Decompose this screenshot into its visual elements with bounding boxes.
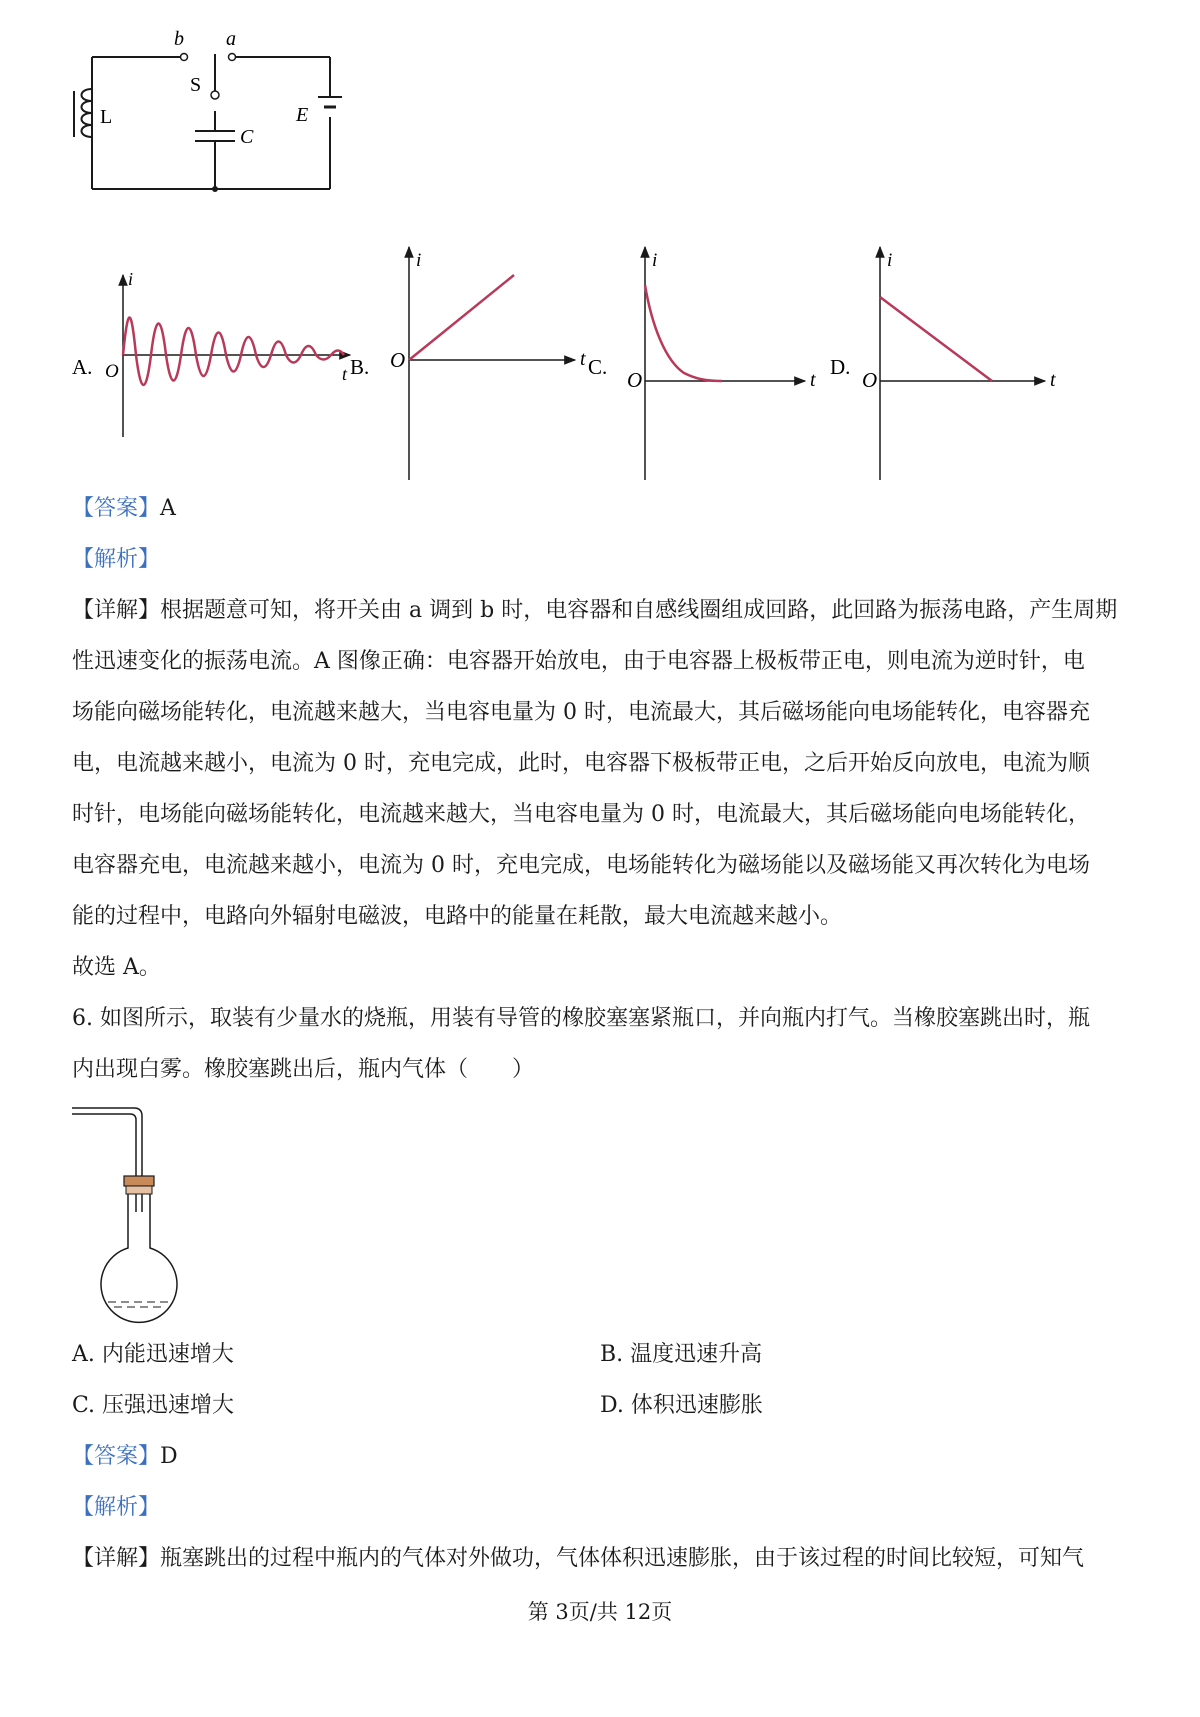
q5-detail-label: 【详解】	[72, 598, 161, 623]
q5-conclusion: 故选 A。	[72, 955, 161, 980]
graph-c	[588, 247, 816, 480]
graph-b-origin: O	[390, 348, 406, 372]
q5-detail-line-2: 性迅速变化的振荡电流。A 图像正确：电容器开始放电，由于电容器上极板带正电，则电流为逆时针，电	[72, 649, 1085, 674]
graph-d-origin: O	[862, 368, 878, 392]
graph-c-decay-curve	[645, 285, 722, 381]
option-graphs	[60, 245, 1120, 485]
graph-c-origin: O	[627, 368, 643, 392]
q6-option-a: A. 内能迅速增大	[72, 1342, 234, 1367]
graph-c-y-label: i	[652, 250, 658, 271]
label-inductor-l: L	[100, 106, 113, 128]
graph-c-x-label: t	[810, 369, 816, 391]
junction-dot	[212, 186, 218, 192]
q6-answer-value: D	[160, 1444, 178, 1469]
graph-a-option-label: A.	[72, 355, 93, 379]
q6-detail-line	[72, 1544, 1084, 1574]
label-switch-s: S	[190, 74, 202, 96]
water-surface	[108, 1302, 168, 1307]
graph-c-option-label: C.	[588, 355, 608, 379]
graph-d-linear-decrease-curve	[880, 297, 992, 381]
q5-detail-line-4: 电，电流越来越小，电流为 0 时，充电完成，此时，电容器下极板带正电，之后开始反向放电，电流为顺	[72, 751, 1090, 776]
switch-pivot	[211, 91, 219, 99]
q6-stem-line-2: 内出现白雾。橡胶塞跳出后，瓶内气体（ ）	[72, 1057, 535, 1082]
label-capacitor-c: C	[240, 126, 254, 148]
graph-d-x-label: t	[1050, 369, 1056, 391]
q6-answer-line	[72, 1442, 178, 1472]
inductor-symbol	[74, 89, 92, 137]
q6-analysis-label: 【解析】	[72, 1495, 161, 1520]
flask-body	[101, 1194, 177, 1322]
terminal-b	[181, 54, 188, 61]
q5-detail-line-5: 时针，电场能向磁场能转化，电流越来越大，当电容电量为 0 时，电流最大，其后磁场能向电场能转化，	[72, 802, 1090, 827]
label-battery-e: E	[296, 104, 309, 126]
graph-a	[72, 269, 350, 437]
q6-option-c: C. 压强迅速增大	[72, 1393, 235, 1418]
graph-d-option-label: D.	[830, 355, 851, 379]
q5-answer-line	[72, 494, 176, 524]
q5-detail-text-1: 根据题意可知，将开关由 a 调到 b 时，电容器和自感线圈组成回路，此回路为振荡电路，产生周期	[160, 598, 1118, 623]
q5-detail-line-6: 电容器充电，电流越来越小，电流为 0 时，充电完成，电场能转化为磁场能以及磁场能又再次转化为电场	[72, 853, 1090, 878]
terminal-a	[229, 54, 236, 61]
q5-analysis-label: 【解析】	[72, 547, 161, 572]
graph-a-y-label: i	[128, 269, 134, 289]
q5-answer-label: 【答案】	[72, 496, 161, 521]
flask-diagram	[66, 1102, 196, 1330]
q5-answer-value: A	[160, 496, 176, 521]
label-b: b	[174, 28, 184, 50]
q6-stem-line-1: 6. 如图所示，取装有少量水的烧瓶，用装有导管的橡胶塞塞紧瓶口，并向瓶内打气。当橡胶塞跳出时，瓶	[72, 1006, 1090, 1031]
graph-b	[350, 247, 586, 480]
rubber-stopper	[124, 1176, 154, 1186]
page-footer: 第 3页/共 12页	[527, 1600, 673, 1624]
label-a: a	[226, 28, 236, 50]
q6-answer-label: 【答案】	[72, 1444, 161, 1469]
q5-detail-line-7: 能的过程中，电路向外辐射电磁波，电路中的能量在耗散，最大电流越来越小。	[72, 904, 843, 929]
q6-detail-text: 瓶塞跳出的过程中瓶内的气体对外做功，气体体积迅速膨胀，由于该过程的时间比较短，可知气	[160, 1546, 1085, 1571]
graph-d	[830, 247, 1056, 480]
graph-b-y-label: i	[416, 250, 422, 271]
lc-circuit-diagram	[60, 25, 360, 200]
q6-detail-label: 【详解】	[72, 1546, 161, 1571]
graph-a-x-label: t	[342, 364, 348, 384]
q5-detail-line-3: 场能向磁场能转化，电流越来越大，当电容电量为 0 时，电流最大，其后磁场能向电场能转化，电容器充	[72, 700, 1090, 725]
q6-option-b: B. 温度迅速升高	[600, 1342, 763, 1367]
graph-b-x-label: t	[580, 348, 586, 370]
delivery-tube	[72, 1108, 142, 1212]
graph-a-origin: O	[105, 361, 119, 382]
graph-b-linear-curve	[409, 275, 514, 360]
graph-b-option-label: B.	[350, 355, 370, 379]
graph-a-damped-oscillation-curve	[123, 318, 344, 386]
q5-detail-line-1	[72, 596, 1117, 626]
graph-d-y-label: i	[887, 250, 893, 271]
q6-option-d: D. 体积迅速膨胀	[600, 1393, 763, 1418]
rubber-stopper-lower	[126, 1186, 152, 1194]
